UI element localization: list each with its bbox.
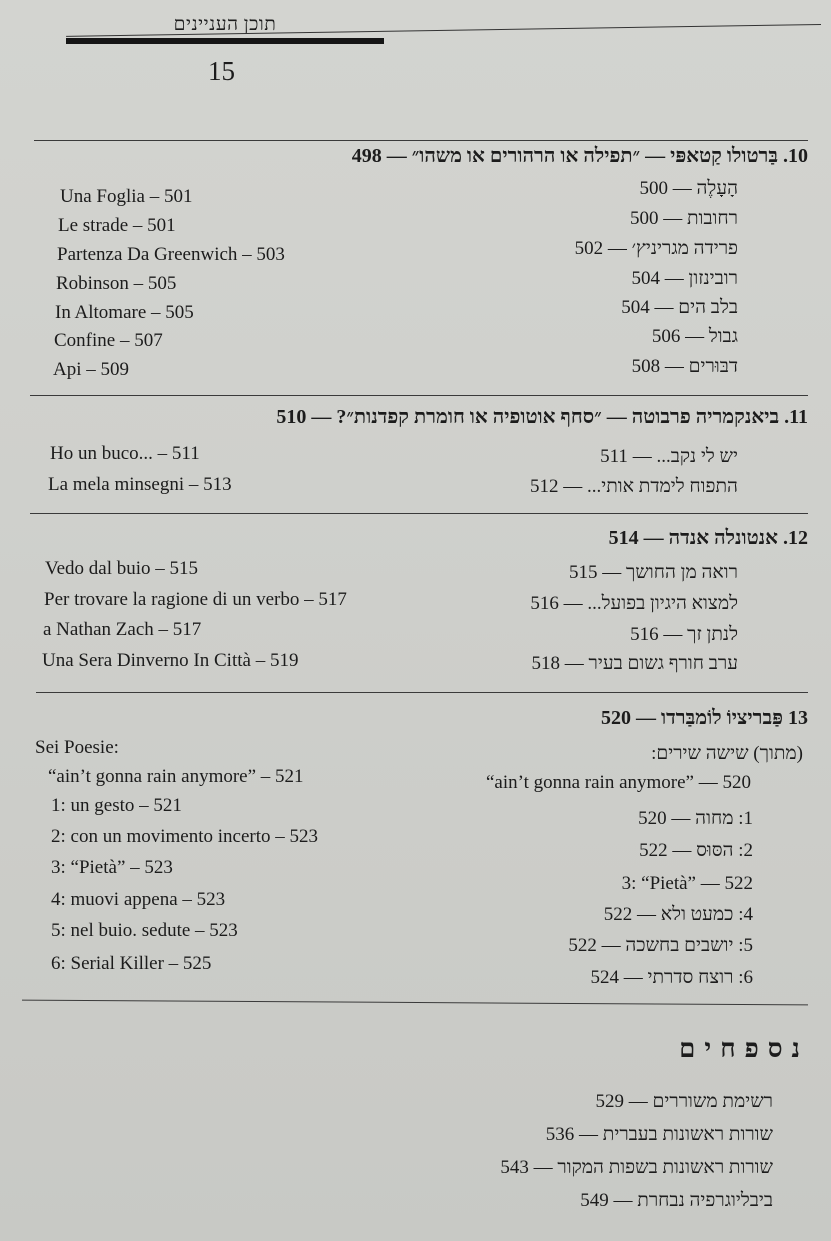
toc-entry-hebrew: לנתן זך — 516 — [630, 624, 738, 645]
toc-entry-hebrew: הָעָלֶה — 500 — [639, 178, 738, 199]
toc-entry-hebrew: 6: רוצח סדרתי — 524 — [590, 967, 753, 988]
toc-entry-italian: Sei Poesie: — [35, 737, 119, 758]
toc-entry-italian: La mela minsegni – 513 — [48, 474, 232, 495]
toc-entry-hebrew: 3: “Pietà” — 522 — [621, 873, 753, 894]
toc-entry-italian: 6: Serial Killer – 525 — [51, 953, 212, 974]
toc-entry-hebrew: רחובות — 500 — [629, 208, 738, 229]
toc-entry-italian: 1: un gesto – 521 — [51, 795, 182, 816]
toc-entry-italian: a Nathan Zach – 517 — [43, 619, 202, 640]
section-heading: 13 פַּבריציוֹ לוֹמבַּרדו — 520 — [601, 707, 808, 729]
appendix-item: שורות ראשונות בעברית — 536 — [545, 1124, 773, 1145]
section-divider — [34, 140, 808, 141]
appendix-item: רשימת משוררים — 529 — [595, 1091, 773, 1112]
toc-entry-hebrew: 4: כמעט ולא — 522 — [603, 904, 753, 925]
toc-entry-hebrew: רובינזון — 504 — [631, 268, 738, 289]
toc-entry-italian: 2: con un movimento incerto – 523 — [51, 826, 319, 847]
toc-entry-hebrew: (מתוך) שישה שירים: — [651, 743, 803, 764]
toc-entry-hebrew: רואה מן החושך — 515 — [569, 562, 738, 583]
toc-entry-italian: 3: “Pietà” – 523 — [51, 857, 173, 878]
section-heading: 10. בַּרטולו קַטאפּי — ״תפילה או הרהורים או משהו״ — 498 — [351, 145, 808, 167]
toc-entry-hebrew: 2: הסּוּס — 522 — [639, 840, 753, 861]
section-divider — [36, 692, 808, 693]
section-heading: 11. ביאנקמריה פרבוטה — ״סחף אוטופיה או חומרת קפדנות״? — 510 — [276, 406, 808, 428]
toc-entry-hebrew: התפוח לימדת אותי... — 512 — [529, 476, 738, 497]
toc-entry-italian: “ain’t gonna rain anymore” – 521 — [48, 766, 304, 787]
toc-entry-italian: Una Sera Dinverno In Città – 519 — [42, 650, 299, 671]
toc-entry-hebrew: ערב חורף גשום בעיר — 518 — [531, 653, 738, 674]
section-divider — [30, 395, 808, 396]
appendix-item: שורות ראשונות בשפות המקור — 543 — [500, 1157, 773, 1178]
toc-entry-hebrew: 5: יושבים בחשכה — 522 — [568, 935, 753, 956]
toc-entry-italian: In Altomare – 505 — [55, 302, 194, 323]
section-heading: 12. אנטונלה אנדה — 514 — [608, 527, 808, 549]
toc-entry-hebrew: דבּוּרים — 508 — [631, 356, 738, 377]
toc-entry-hebrew: בלב הים — 504 — [621, 297, 738, 318]
toc-entry-italian: Ho un buco... – 511 — [50, 443, 200, 464]
toc-entry-italian: Partenza Da Greenwich – 503 — [57, 244, 285, 265]
toc-entry-italian: Per trovare la ragione di un verbo – 517 — [44, 589, 347, 610]
toc-entry-italian: Vedo dal buio – 515 — [45, 558, 199, 579]
running-title: תוכן העניינים — [173, 14, 277, 35]
section-divider — [22, 1000, 808, 1006]
toc-entry-italian: Api – 509 — [53, 359, 129, 380]
appendix-item: ביבליוגרפיה נבחרת — 549 — [580, 1190, 773, 1211]
toc-entry-italian: Una Foglia – 501 — [60, 186, 193, 207]
toc-entry-italian: 5: nel buio. sedute – 523 — [51, 920, 238, 941]
toc-entry-italian: Le strade – 501 — [58, 215, 176, 236]
toc-entry-hebrew: 1: מחוה — 520 — [638, 808, 753, 829]
toc-entry-hebrew: יש לי נקב... — 511 — [600, 446, 738, 467]
toc-entry-hebrew: “ain’t gonna rain anymore” — 520 — [485, 772, 751, 793]
toc-entry-hebrew: גבול — 506 — [651, 326, 738, 347]
header-bar — [66, 38, 384, 44]
appendices-title: נספחים — [679, 1034, 809, 1063]
page-number: 15 — [208, 56, 235, 86]
toc-entry-hebrew: פרידה מגריניץ׳ — 502 — [574, 238, 738, 259]
section-divider — [30, 513, 808, 514]
toc-entry-hebrew: למצוא היגיון בפועל... — 516 — [530, 593, 738, 614]
toc-entry-italian: Confine – 507 — [54, 330, 163, 351]
toc-entry-italian: 4: muovi appena – 523 — [51, 889, 226, 910]
toc-entry-italian: Robinson – 505 — [56, 273, 177, 294]
